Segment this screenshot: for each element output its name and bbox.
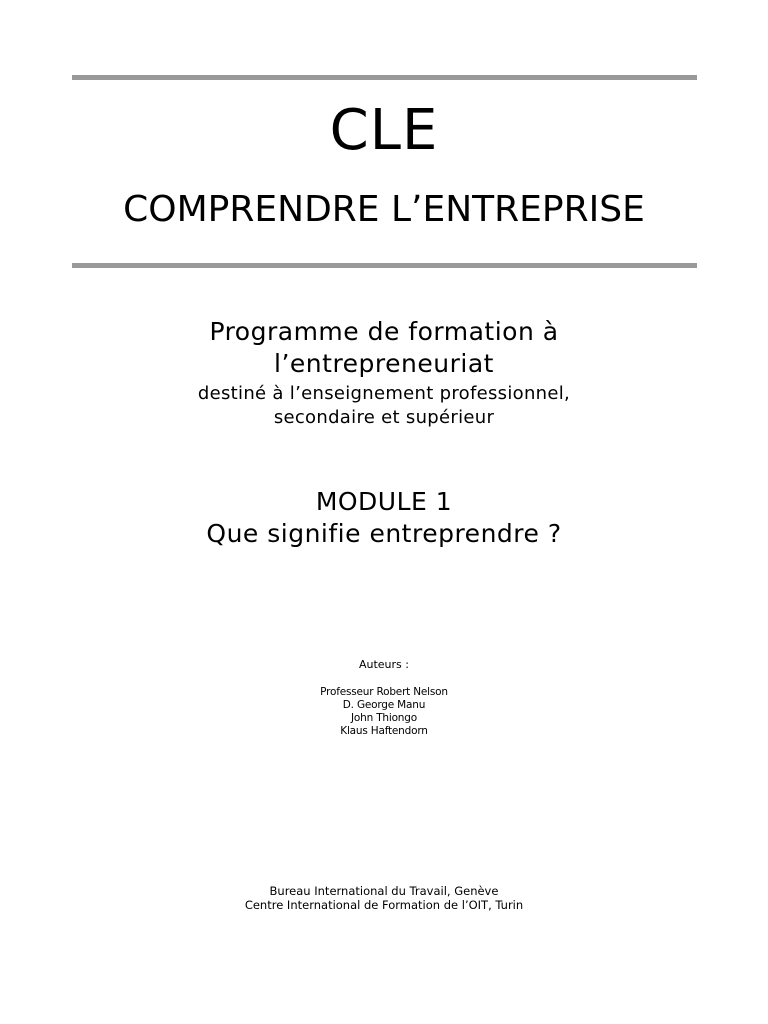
author-name: Professeur Robert Nelson [320, 686, 448, 698]
programme-subtitle [0, 382, 768, 430]
author-name: D. George Manu [342, 699, 426, 711]
cover-acronym: CLE [329, 98, 439, 163]
module-number: MODULE 1 [315, 487, 453, 516]
programme-title-line-1: Programme de formation à [209, 317, 559, 346]
publisher-line: Centre International de Formation de l’OIT, Turin [244, 898, 524, 912]
cover-title: COMPRENDRE L’ENTREPRISE [123, 189, 645, 230]
author-name: John Thiongo [351, 712, 417, 724]
publisher-line: Bureau International du Travail, Genève [269, 884, 499, 898]
publishers [0, 884, 768, 912]
programme-title-line-2: l’entrepreneuriat [274, 349, 494, 378]
authors-label: Auteurs : [358, 658, 409, 671]
programme-title [0, 316, 768, 380]
module-heading [0, 486, 768, 550]
author-name: Klaus Haftendorn [340, 725, 428, 737]
bottom-divider [72, 263, 697, 268]
module-title: Que signifie entreprendre ? [206, 519, 562, 548]
programme-subtitle-line-1: destiné à l’enseignement professionnel, [197, 383, 571, 404]
programme-subtitle-line-2: secondaire et supérieur [273, 407, 495, 428]
top-divider [72, 75, 697, 80]
authors-list [0, 686, 768, 738]
